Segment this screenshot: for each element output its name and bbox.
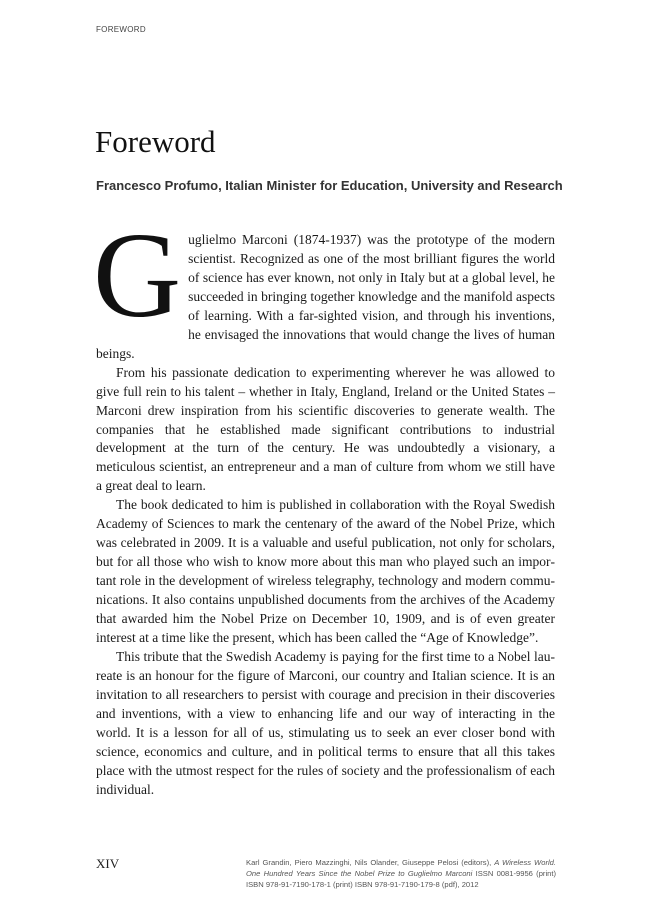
citation-footer [246,857,556,890]
citation-authors: Karl Grandin, Piero Mazzinghi, Nils Olander, Giuseppe Pelosi (editors), [246,858,495,867]
paragraph-1-text: uglielmo Marconi (1874-1937) was the prototype of the modern scientist. Recognized as one of the most brilliant figures the world of science has ever known, not only in Italy but at a global level, he succeeded in bringing together knowledge and the manifold aspects of learning. With a far-sighted vision, and through his inventions, he envisaged the innovations that would change the lives of human beings. [96,232,555,361]
author-line: Francesco Profumo, Italian Minister for Education, University and Research [96,178,563,193]
citation-book-title: A Wireless World. One Hundred Years Since the Nobel Prize to Guglielmo Marconi [246,858,556,878]
running-head: FOREWORD [96,25,146,34]
paragraph-1 [93,208,555,364]
paragraph-2: From his passionate dedication to experimenting wherever he was allowed to give full rein to his talent – whether in Italy, England, Ireland or the United States – Marconi drew inspiration from his scientific discoveries to generate wealth. The companies that he established made significant contributions to industrial development at the turn of the century. He was undoubtedly a visionary, a meticulous scientist, an entrepreneur and a man of culture from whom we still have a great deal to learn. [96,364,555,494]
page-title: Foreword [95,124,216,159]
page-number: XIV [96,856,120,871]
drop-cap: G [93,208,182,343]
paragraph-4: This tribute that the Swedish Academy is paying for the first time to a Nobel laureate is an honour for the figure of Marconi, our country and Italian science. It is an invitation to all researchers to persist with courage and precision in their discoveries and inventions, with a view to enhancing life and our way of interacting in the world. It is a lesson for all of us, stimulating us to seek an ever closer bond with science, economics and culture, and in political terms to ensure that all this takes place with the utmost respect for the rules of society and the professionalism of each individual. [96,648,555,797]
foreword-body [93,208,555,800]
paragraph-3: The book dedicated to him is published in collaboration with the Royal Swedish Academy of Sciences to mark the centenary of the award of the Nobel Prize, which was celebrated in 2009. It is a valuable and useful publication, not only for scholars, but for all those who wish to know more about this man who played such an important role in the development of wireless telegraphy, technology and modern communications. It also contains unpublished documents from the archives of the Academy that awarded him the Nobel Prize on December 10, 1909, and is of even greater interest at a time like the present, which has been called the “Age of Knowledge”. [96,497,555,646]
citation-identifiers: ISSN 0081-9956 (print) ISBN 978-91-7190-178-1 (print) ISBN 978-91-7190-179-8 (pdf), 2012 [246,869,556,889]
